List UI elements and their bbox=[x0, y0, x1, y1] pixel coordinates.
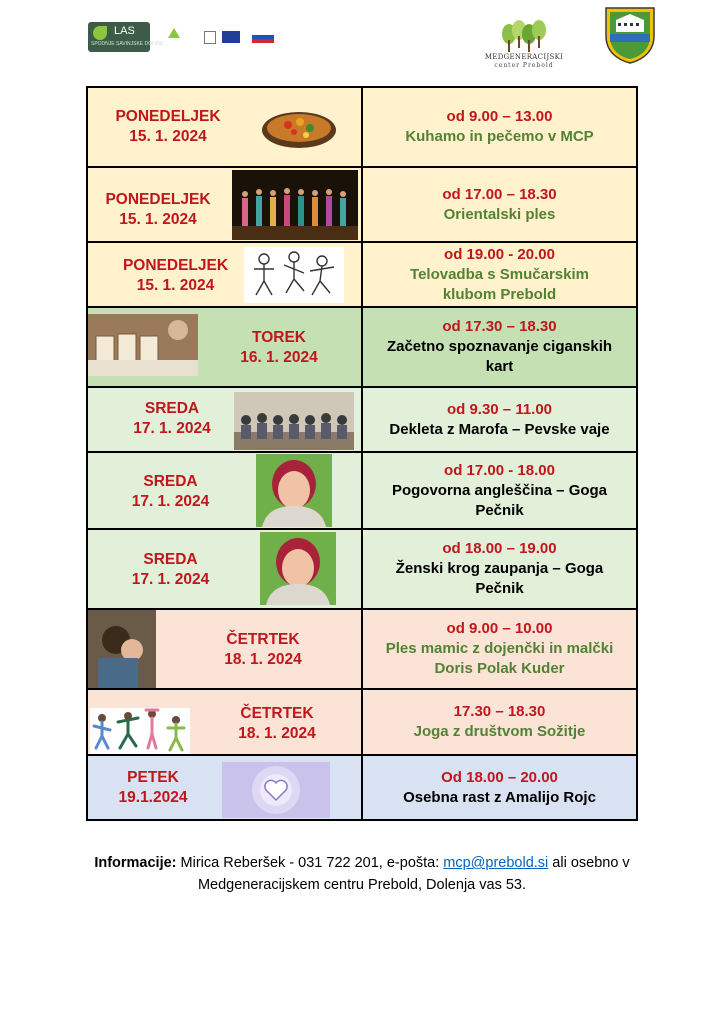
portrait-photo bbox=[256, 454, 332, 527]
time-label: od 9.30 – 11.00 bbox=[446, 400, 553, 418]
day-cell bbox=[88, 88, 363, 166]
contact-info bbox=[0, 852, 724, 896]
eu-flag-icon bbox=[222, 31, 240, 43]
activity-cell bbox=[363, 308, 636, 386]
slovenia-flag-icon bbox=[252, 31, 274, 43]
activity-label: Joga z društvom Sožitje bbox=[413, 723, 586, 740]
tarot-cards-photo bbox=[88, 314, 198, 376]
activity-cell bbox=[363, 453, 636, 528]
mcp-logo-name: MEDGENERACIJSKI bbox=[484, 53, 564, 61]
time-label: od 19.00 - 20.00 bbox=[444, 245, 555, 263]
day-label: PONEDELJEK 15. 1. 2024 bbox=[115, 108, 221, 145]
day-label: PETEK 19.1.2024 bbox=[118, 769, 188, 806]
table-row bbox=[88, 756, 636, 819]
day-cell bbox=[88, 610, 363, 688]
activity-cell bbox=[363, 88, 636, 166]
table-row bbox=[88, 690, 636, 756]
activity-label: Telovadba s Smučarskim klubom Prebold bbox=[410, 265, 589, 303]
table-row bbox=[88, 88, 636, 168]
dancers-stage-photo bbox=[232, 170, 358, 240]
table-row bbox=[88, 168, 636, 243]
activity-label: Ples mamic z dojenčki in malčki Doris Polak Kuder bbox=[385, 640, 614, 677]
time-label: od 17.00 – 18.30 bbox=[442, 185, 557, 203]
las-logo bbox=[88, 22, 164, 52]
day-cell bbox=[88, 690, 363, 754]
portrait-photo bbox=[260, 532, 336, 605]
activity-label: Kuhamo in pečemo v MCP bbox=[405, 128, 594, 145]
day-cell bbox=[88, 453, 363, 528]
las-logo-text: LAS bbox=[114, 25, 135, 37]
day-cell bbox=[88, 168, 363, 241]
activity-cell bbox=[363, 168, 636, 241]
document-icon bbox=[204, 31, 216, 44]
funding-logos bbox=[168, 28, 280, 56]
info-label: Informacije: bbox=[94, 855, 177, 871]
day-cell bbox=[88, 756, 363, 819]
table-row bbox=[88, 530, 636, 610]
day-label: PONEDELJEK 15. 1. 2024 bbox=[105, 191, 211, 228]
day-cell bbox=[88, 308, 363, 386]
activity-label: Začetno spoznavanje ciganskih kart bbox=[386, 338, 613, 375]
coat-of-arms-icon bbox=[604, 6, 656, 64]
mother-baby-photo bbox=[88, 610, 156, 688]
yoga-figures-illustration bbox=[90, 708, 190, 754]
activity-label: Pogovorna angleščina – Goga Pečnik bbox=[391, 481, 608, 519]
email-link[interactable]: mcp@prebold.si bbox=[443, 855, 549, 871]
activity-label: Osebna rast z Amalijo Rojc bbox=[403, 788, 596, 806]
contact-text-after: ali osebno v bbox=[548, 855, 630, 871]
tree-icon bbox=[532, 20, 546, 48]
time-label: od 9.00 – 10.00 bbox=[446, 620, 553, 637]
leaf-icon bbox=[93, 26, 107, 40]
table-row bbox=[88, 308, 636, 388]
day-cell bbox=[88, 243, 363, 306]
time-label: Od 18.00 – 20.00 bbox=[441, 768, 558, 786]
activity-label: Orientalski ples bbox=[443, 205, 556, 223]
time-label: od 9.00 – 13.00 bbox=[446, 108, 553, 125]
las-logo-subtitle: SPODNJE SAVINJSKE DOLINE bbox=[91, 41, 164, 47]
day-label: PONEDELJEK 15. 1. 2024 bbox=[122, 257, 229, 294]
schedule-table bbox=[86, 86, 638, 821]
activity-label: Ženski krog zaupanja – Goga Pečnik bbox=[395, 560, 604, 597]
activity-label: Dekleta z Marofa – Pevske vaje bbox=[389, 420, 610, 438]
day-label: ČETRTEK 18. 1. 2024 bbox=[238, 705, 316, 742]
table-row bbox=[88, 243, 636, 308]
heart-mandala-image bbox=[222, 762, 330, 818]
activity-cell bbox=[363, 388, 636, 451]
mcp-logo bbox=[484, 8, 564, 72]
mcp-logo-subtitle: center Prebold bbox=[494, 62, 554, 69]
activity-cell bbox=[363, 530, 636, 608]
time-label: od 17.30 – 18.30 bbox=[442, 318, 557, 335]
activity-cell bbox=[363, 243, 636, 306]
day-cell bbox=[88, 530, 363, 608]
food-bowl-photo bbox=[260, 108, 338, 150]
activity-cell bbox=[363, 610, 636, 688]
day-label: SREDA 17. 1. 2024 bbox=[133, 400, 211, 437]
table-row bbox=[88, 610, 636, 690]
exercise-sketch bbox=[244, 247, 344, 303]
table-row bbox=[88, 388, 636, 453]
day-label: SREDA 17. 1. 2024 bbox=[131, 551, 210, 588]
group-singing-photo bbox=[234, 392, 354, 450]
time-label: od 18.00 – 19.00 bbox=[442, 540, 557, 557]
address-text: Medgeneracijskem centru Prebold, Dolenja vas 53. bbox=[197, 877, 527, 893]
activity-cell bbox=[363, 756, 636, 819]
day-label: ČETRTEK 18. 1. 2024 bbox=[224, 631, 302, 668]
table-row bbox=[88, 453, 636, 530]
program-triangle-icon bbox=[168, 28, 180, 38]
day-label: SREDA 17. 1. 2024 bbox=[131, 473, 210, 510]
day-cell bbox=[88, 388, 363, 451]
activity-cell bbox=[363, 690, 636, 754]
contact-text: Mirica Reberšek - 031 722 201, e-pošta: bbox=[176, 855, 444, 871]
time-label: 17.30 – 18.30 bbox=[453, 703, 546, 720]
time-label: od 17.00 - 18.00 bbox=[444, 461, 555, 479]
day-label: TOREK 16. 1. 2024 bbox=[240, 329, 318, 366]
